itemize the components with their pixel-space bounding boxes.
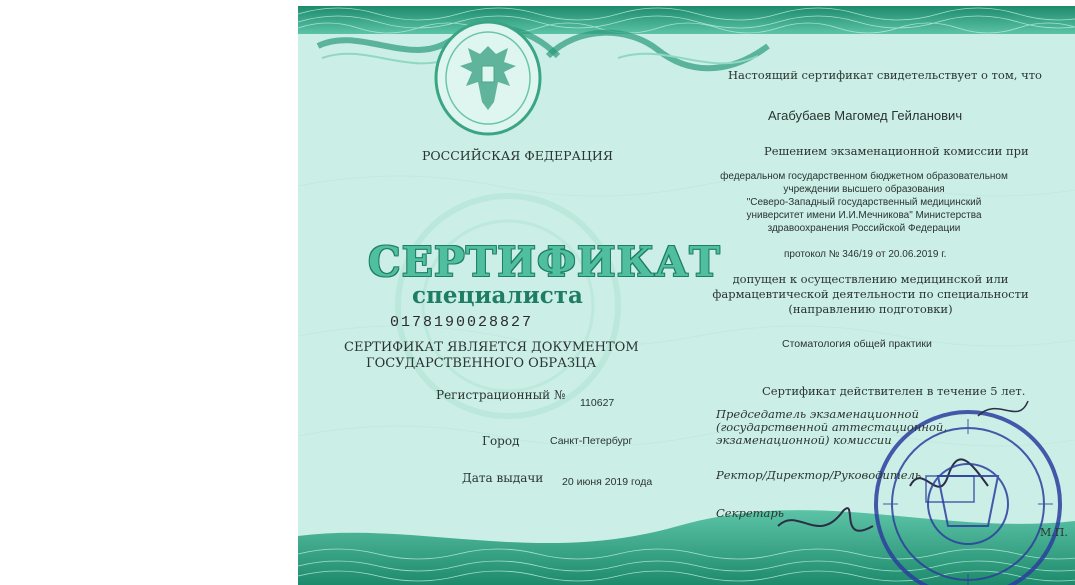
city-label: Город bbox=[482, 434, 520, 448]
institution-line: федеральном государственном бюджетном образовательном bbox=[720, 171, 1008, 182]
commission-decision: Решением экзаменационной комиссии при bbox=[764, 144, 1029, 158]
chairman-block bbox=[716, 408, 947, 447]
seal-place-label: М.П. bbox=[1040, 526, 1068, 539]
protocol-line: протокол № 346/19 от 20.06.2019 г. bbox=[784, 249, 947, 260]
chairman-line: (государственной аттестационной, bbox=[716, 420, 947, 434]
country-header: РОССИЙСКАЯ ФЕДЕРАЦИЯ bbox=[422, 148, 613, 163]
admission-block bbox=[698, 272, 1043, 317]
certificate-subtitle: специалиста bbox=[412, 282, 583, 309]
serial-number: 0178190028827 bbox=[390, 314, 534, 331]
validity-period: Сертификат действителен в течение 5 лет. bbox=[762, 384, 1026, 398]
admission-line: (направлению подготовки) bbox=[788, 302, 953, 316]
issue-date-label: Дата выдачи bbox=[462, 471, 544, 485]
registration-value: 110627 bbox=[580, 397, 615, 409]
secretary-label: Секретарь bbox=[716, 506, 785, 520]
institution-line: университет имени И.И.Мечникова" Министерства bbox=[746, 210, 982, 221]
institution-line: "Северо-Западный государственный медицинский bbox=[746, 197, 982, 208]
rector-signature bbox=[910, 459, 988, 486]
state-document-note-line2: ГОСУДАРСТВЕННОГО ОБРАЗЦА bbox=[366, 356, 597, 371]
certificate-sheet bbox=[298, 6, 1075, 585]
institution-line: учреждении высшего образования bbox=[783, 184, 945, 195]
chairman-line: экзаменационной) комиссии bbox=[716, 433, 892, 447]
registration-label: Регистрационный № bbox=[436, 388, 566, 402]
institution-block bbox=[694, 170, 1034, 235]
admission-line: допущен к осуществлению медицинской или bbox=[732, 272, 1009, 286]
intro-statement: Настоящий сертификат свидетельствует о том, что bbox=[728, 68, 1042, 82]
holder-name: Агабубаев Магомед Гейланович bbox=[768, 108, 963, 123]
specialty: Стоматология общей практики bbox=[782, 338, 932, 350]
city-value: Санкт-Петербург bbox=[550, 435, 633, 447]
chairman-line: Председатель экзаменационной bbox=[716, 407, 919, 421]
issue-date-value: 20 июня 2019 года bbox=[562, 476, 653, 488]
rector-label: Ректор/Директор/Руководитель bbox=[716, 468, 922, 482]
certificate-title: СЕРТИФИКАТ bbox=[368, 238, 721, 286]
institution-line: здравоохранения Российской Федерации bbox=[767, 223, 961, 234]
admission-line: фармацевтической деятельности по специальности bbox=[712, 287, 1029, 301]
state-document-note-line1: СЕРТИФИКАТ ЯВЛЯЕТСЯ ДОКУМЕНТОМ bbox=[344, 340, 639, 355]
